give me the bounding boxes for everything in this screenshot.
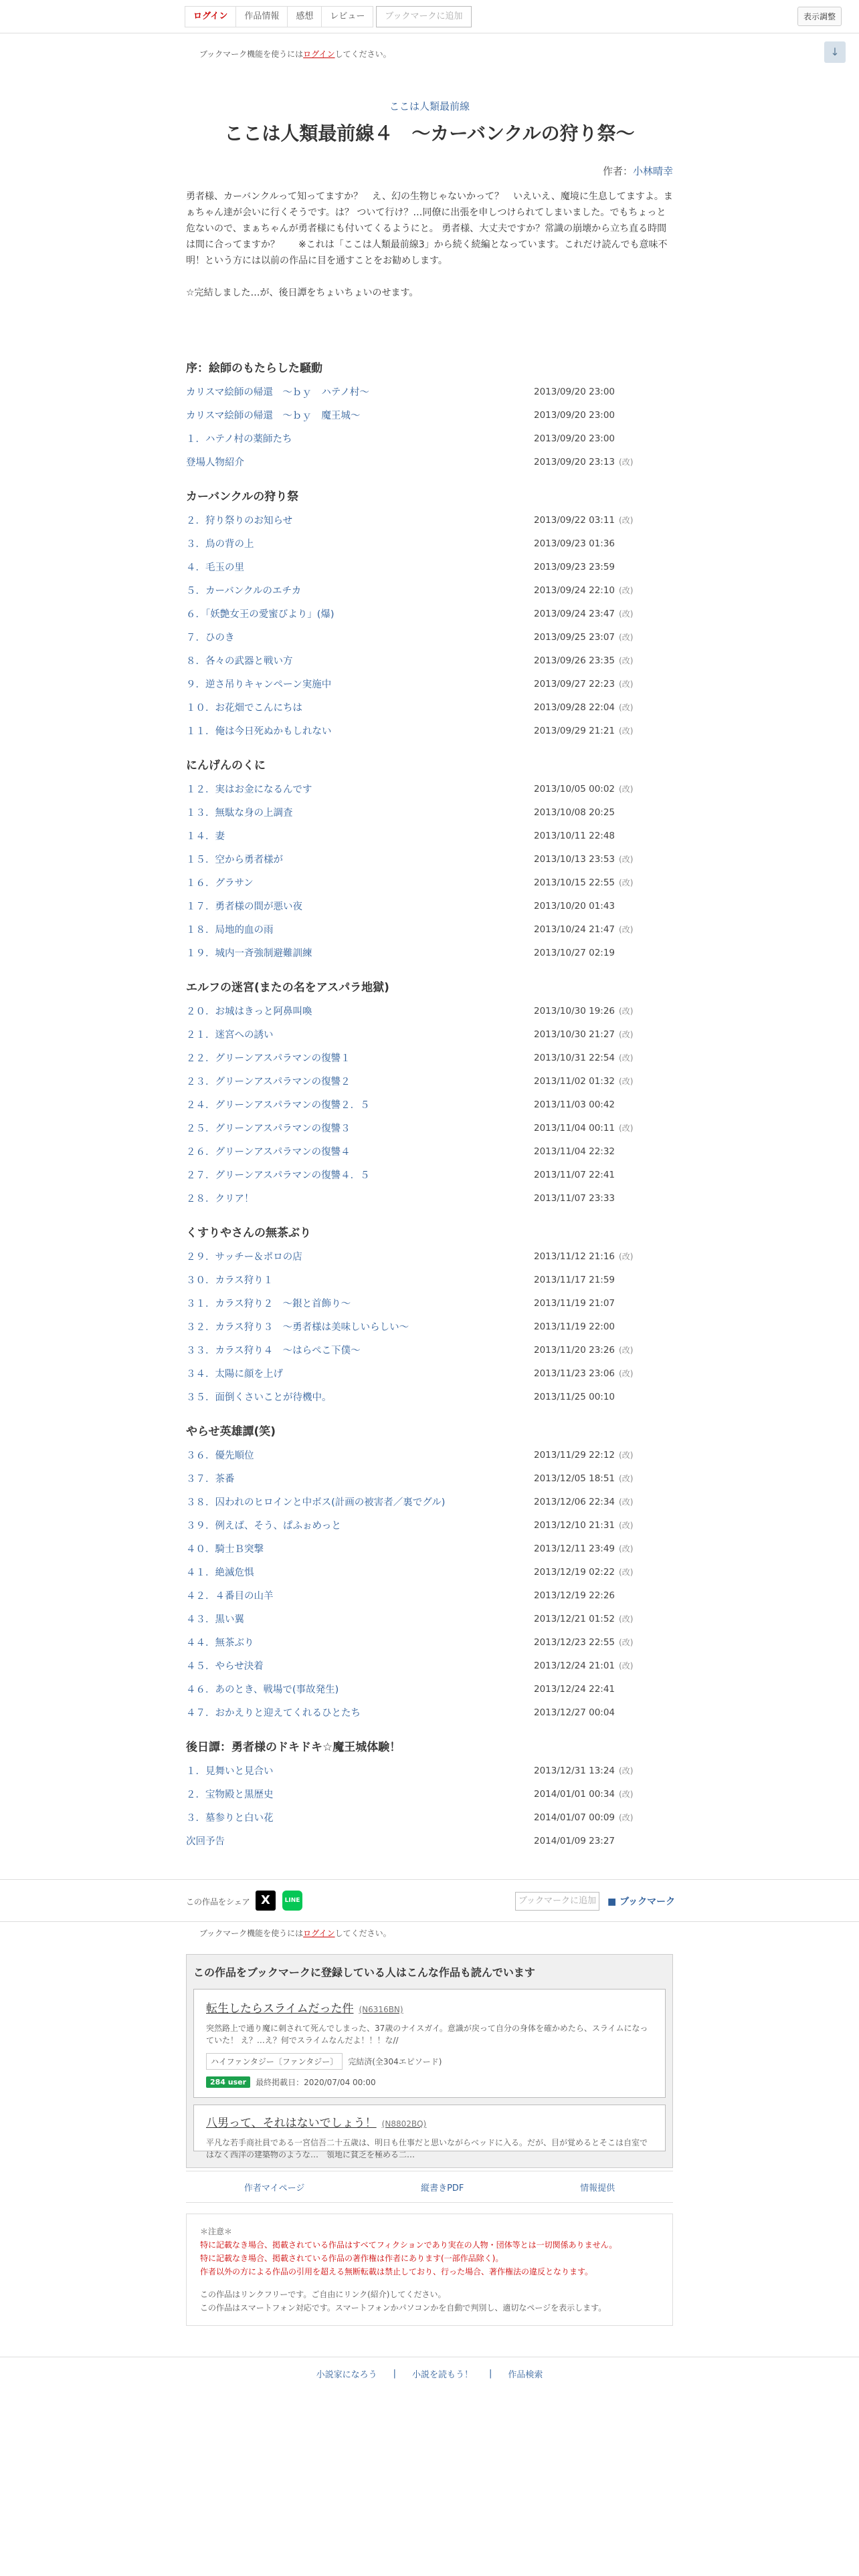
episode-date: 2013/10/27 02:19 [534, 947, 615, 958]
become-author-link[interactable]: 小説家になろう [316, 2370, 377, 2380]
chapter-title: 後日譚：勇者様のドキドキ☆魔王城体験！ [186, 1741, 401, 1754]
episode-row [186, 871, 673, 894]
episode-link[interactable]: ２６．グリーンアスパラマンの復讐４ [186, 1147, 351, 1158]
episode-link[interactable]: １．ハテノ村の薬師たち [186, 434, 292, 445]
episode-row [186, 1513, 673, 1537]
episode-link[interactable]: １６．グラサン [186, 878, 254, 889]
episode-date: 2013/11/03 00:42 [534, 1099, 615, 1110]
episode-date: 2013/10/31 22:54 [534, 1052, 615, 1063]
x-share-icon[interactable]: X [256, 1891, 276, 1911]
revised-badge[interactable]: (改) [619, 925, 634, 934]
reco-item [193, 1989, 666, 2098]
episode-date: 2013/10/30 21:27 [534, 1029, 615, 1040]
episode-link[interactable]: ２８．クリア！ [186, 1194, 254, 1204]
series-link[interactable]: ここは人類最前線 [389, 100, 470, 112]
episode-row [186, 719, 673, 742]
report-info-link[interactable]: 情報提供 [580, 2183, 615, 2193]
episode-link[interactable]: ９．逆さ吊りキャンペーン実施中 [186, 679, 332, 690]
episode-date: 2013/09/20 23:00 [534, 386, 615, 397]
episode-date: 2013/11/20 23:26 [534, 1344, 615, 1356]
episode-row [186, 1046, 673, 1069]
episode-link[interactable]: ３６．優先順位 [186, 1451, 254, 1461]
revised-badge[interactable]: (改) [619, 1497, 634, 1507]
reco-updated: 最終掲載日：2020/07/04 00:00 [256, 2078, 376, 2087]
episode-row [186, 1385, 673, 1408]
episode-date: 2013/09/23 01:36 [534, 538, 615, 549]
episode-date: 2013/09/20 23:13 [534, 456, 615, 467]
episode-link[interactable]: ４．毛玉の里 [186, 562, 244, 573]
table-of-contents [186, 357, 673, 1852]
reco-title-link[interactable]: 転生したらスライムだった件 (N6316BN) [206, 2002, 403, 2016]
episode-link[interactable]: １７．勇者様の間が悪い夜 [186, 901, 302, 912]
episode-row [186, 1443, 673, 1467]
episode-date: 2013/12/24 22:41 [534, 1683, 615, 1695]
episode-link[interactable]: ３７．茶番 [186, 1474, 235, 1485]
chapter-title: やらせ英雄譚(笑) [186, 1425, 276, 1438]
episode-date: 2013/11/19 22:00 [534, 1321, 615, 1332]
episode-date: 2013/09/20 23:00 [534, 409, 615, 421]
episode-link[interactable]: ２０．お城はきっと阿鼻叫喚 [186, 1006, 312, 1017]
episode-row [186, 427, 673, 450]
episode-row [186, 649, 673, 672]
episode-row [186, 1163, 673, 1186]
revised-badge[interactable]: (改) [619, 633, 634, 642]
episode-row [186, 1607, 673, 1630]
episode-date: 2013/12/19 22:26 [534, 1590, 615, 1601]
episode-link[interactable]: ２１．迷宮への誘い [186, 1030, 274, 1041]
episode-date: 2013/12/05 18:51 [534, 1473, 615, 1484]
episode-date: 2013/12/10 21:31 [534, 1519, 615, 1531]
revised-badge[interactable]: (改) [619, 1451, 634, 1460]
episode-link[interactable]: カリスマ絵師の帰還 ～ｂｙ ハテノ村～ [186, 387, 369, 398]
episode-link[interactable]: ３５．面倒くさいことが待機中。 [186, 1392, 332, 1403]
episode-row [186, 777, 673, 800]
episode-row [186, 800, 673, 824]
reco-title-link[interactable]: 八男って、それはないでしょう！ (N8802BQ) [206, 2117, 427, 2130]
chapter-title: くすりやさんの無茶ぶり [186, 1226, 311, 1240]
scroll-down-button[interactable] [824, 41, 846, 63]
episode-link[interactable]: ３０．カラス狩り１ [186, 1275, 274, 1286]
revised-badge[interactable]: (改) [619, 679, 634, 689]
episode-row [186, 578, 673, 602]
episode-link[interactable]: ４３．黒い翼 [186, 1614, 244, 1625]
episode-date: 2014/01/01 00:34 [534, 1788, 615, 1800]
episode-row [186, 1829, 673, 1852]
episode-row [186, 999, 673, 1023]
episode-row [186, 1806, 673, 1829]
episode-row [186, 532, 673, 555]
author-mypage-link[interactable]: 作者マイページ [244, 2183, 305, 2193]
episode-row [186, 450, 673, 473]
bottom-bar: 小説家になろう | 小説を読もう！ | 作品検索 [0, 2357, 859, 2390]
episode-link[interactable]: ２２．グリーンアスパラマンの復讐１ [186, 1053, 351, 1064]
revised-badge[interactable]: (改) [619, 1006, 634, 1016]
episode-row [186, 1654, 673, 1677]
episode-row [186, 1315, 673, 1338]
episode-link[interactable]: ４０．騎士Ｂ突撃 [186, 1544, 264, 1555]
episode-row [186, 695, 673, 719]
episode-date: 2013/11/17 21:59 [534, 1274, 615, 1285]
episode-row [186, 1701, 673, 1724]
episode-date: 2013/12/24 21:01 [534, 1660, 615, 1671]
revised-badge[interactable]: (改) [619, 878, 634, 887]
revised-badge[interactable]: (改) [619, 703, 634, 712]
line-share-icon[interactable]: LINE [282, 1891, 302, 1911]
episode-date: 2013/12/19 02:22 [534, 1566, 615, 1578]
reco-meta-2 [206, 2076, 653, 2088]
episode-row [186, 1338, 673, 1362]
episode-link[interactable]: １２．実はお金になるんです [186, 784, 312, 795]
episode-date: 2013/11/23 23:06 [534, 1368, 615, 1379]
episode-row [186, 1467, 673, 1490]
episode-link[interactable]: ４７．おかえりと迎えてくれるひとたち [186, 1708, 361, 1719]
reco-genre: ハイファンタジー〔ファンタジー〕 [206, 2053, 343, 2070]
login-link-bottom[interactable]: ログイン [303, 1929, 335, 1938]
episode-date: 2013/11/19 21:07 [534, 1297, 615, 1309]
search-link[interactable]: 作品検索 [508, 2370, 543, 2380]
episode-row [186, 1069, 673, 1093]
episode-date: 2013/09/25 23:07 [534, 631, 615, 643]
revised-badge[interactable]: (改) [619, 1123, 634, 1133]
episode-link[interactable]: １３．無駄な身の上調査 [186, 808, 293, 819]
episode-date: 2013/12/23 22:55 [534, 1636, 615, 1648]
revised-badge[interactable]: (改) [619, 784, 634, 794]
episode-link[interactable]: ３４．太陽に顔を上げ [186, 1369, 283, 1380]
episode-link[interactable]: ２７．グリーンアスパラマンの復讐４．５ [186, 1170, 370, 1181]
reco-summary: 突然路上で通り魔に刺されて死んでしまった、37歳のナイスガイ。意識が戻って自分の身体を確かめたら、スライムになっていた！ え？…え？何でスライムなんだよ！！！な// [206, 2024, 648, 2045]
episode-row [186, 847, 673, 871]
share-label: この作品をシェア [186, 1897, 250, 1907]
review-button[interactable]: レビュー [322, 6, 373, 27]
notice-box: ＊注意＊ 特に記載なき場合、掲載されている作品はすべてフィクションであり実在の人物・団体等とは一切関係ありません。 特に記載なき場合、掲載されている作品の著作権は作者にあります(一部作品除く)。 作者以外の方による作品の引用を超える無断転載は禁止しており、行った場合、著作権法の違反となります。 この作品はリンクフリーです。ご自由にリンク(紹介)してください。 この作品はスマートフォン対応です。スマートフォンかパソコンかを自動で判別し、適切なページを表示します。 [186, 2214, 673, 2326]
episode-date: 2013/11/29 22:12 [534, 1449, 615, 1461]
episode-link[interactable]: ４２．４番目の山羊 [186, 1591, 274, 1602]
revised-badge[interactable]: (改) [619, 1661, 634, 1671]
episode-link[interactable]: ４５．やらせ決着 [186, 1661, 264, 1672]
episode-date: 2013/12/06 22:34 [534, 1496, 615, 1507]
revised-badge[interactable]: (改) [619, 586, 634, 595]
chapter-title: カーバンクルの狩り祭 [186, 490, 299, 504]
display-settings-button[interactable]: 表示調整 [797, 7, 842, 26]
revised-badge[interactable]: (改) [619, 1053, 634, 1063]
episode-date: 2013/09/24 23:47 [534, 608, 615, 619]
episode-row [186, 625, 673, 649]
bookmark-add-button[interactable]: ブックマークに追加 [376, 6, 471, 27]
episode-row [186, 403, 673, 427]
login-button[interactable]: ログイン [185, 6, 236, 27]
revised-badge[interactable]: (改) [619, 1346, 634, 1355]
episode-row [186, 1140, 673, 1163]
episode-row [186, 1116, 673, 1140]
episode-link[interactable]: ２４．グリーンアスパラマンの復讐２．５ [186, 1100, 370, 1111]
episode-date: 2013/11/25 00:10 [534, 1391, 615, 1402]
episode-link[interactable]: ６．「妖艶女王の愛蜜びより」(爆) [186, 609, 335, 620]
episode-date: 2013/11/02 01:32 [534, 1075, 615, 1087]
episode-row [186, 1291, 673, 1315]
revised-badge[interactable]: (改) [619, 855, 634, 864]
bookmark-add-button-bottom[interactable]: ブックマークに追加 [515, 1892, 599, 1911]
episode-date: 2013/10/08 20:25 [534, 807, 615, 818]
bookmark-icon: ■ [607, 1897, 617, 1907]
episode-link[interactable]: １１．俺は今日死ぬかもしれない [186, 726, 332, 737]
episode-link[interactable]: ３．鳥の背の上 [186, 539, 254, 550]
episode-date: 2013/11/07 22:41 [534, 1169, 615, 1180]
episode-link[interactable]: 登場人物紹介 [186, 457, 244, 468]
episode-row [186, 1782, 673, 1806]
chapter-title: エルフの迷宮(またの名をアスパラ地獄) [186, 981, 389, 994]
episode-link[interactable]: ３３．カラス狩り４ ～はらぺこ下僕～ [186, 1346, 361, 1356]
episode-row [186, 1759, 673, 1782]
episode-link[interactable]: ２．狩り祭りのお知らせ [186, 516, 293, 526]
episode-row [186, 1537, 673, 1560]
bookmark-login-note-bottom: ブックマーク機能を使うにはログインしてください。 [199, 1929, 391, 1938]
work-links [186, 2171, 673, 2203]
episode-date: 2013/10/24 21:47 [534, 924, 615, 935]
episode-row [186, 1630, 673, 1654]
vertical-pdf-link[interactable]: 縦書きPDF [421, 2183, 464, 2193]
episode-date: 2013/09/26 23:35 [534, 655, 615, 666]
revised-badge[interactable]: (改) [619, 1030, 634, 1039]
episode-date: 2013/11/04 00:11 [534, 1122, 615, 1134]
episode-date: 2013/11/07 23:33 [534, 1192, 615, 1204]
episode-date: 2013/09/28 22:04 [534, 702, 615, 713]
episode-link[interactable]: １９．城内一斉強制避難訓練 [186, 948, 312, 959]
episode-row [186, 1560, 673, 1584]
episode-date: 2013/10/20 01:43 [534, 900, 615, 911]
episode-date: 2013/11/04 22:32 [534, 1146, 615, 1157]
episode-date: 2013/10/13 23:53 [534, 853, 615, 865]
episode-date: 2013/10/05 00:02 [534, 783, 615, 794]
episode-date: 2014/01/09 23:27 [534, 1835, 615, 1846]
episode-date: 2013/10/11 22:48 [534, 830, 615, 841]
reco-item [193, 2105, 666, 2159]
episode-row [186, 1584, 673, 1607]
episode-date: 2013/09/23 23:59 [534, 561, 615, 572]
revised-badge[interactable]: (改) [619, 1766, 634, 1776]
revised-badge[interactable]: (改) [619, 1521, 634, 1530]
episode-link[interactable]: ７．ひのき [186, 633, 235, 643]
share-bar [0, 1879, 859, 1922]
revised-badge[interactable]: (改) [619, 1474, 634, 1483]
episode-row [186, 941, 673, 964]
episode-date: 2013/12/21 01:52 [534, 1613, 615, 1624]
episode-link[interactable]: ２３．グリーンアスパラマンの復讐２ [186, 1077, 351, 1087]
episode-link[interactable]: ４４．無茶ぶり [186, 1638, 254, 1648]
episode-link[interactable]: １．見舞いと見合い [186, 1766, 274, 1777]
episode-link[interactable]: ３１．カラス狩り２ ～銀と首飾り～ [186, 1299, 351, 1309]
episode-row [186, 1186, 673, 1210]
revised-badge[interactable]: (改) [619, 457, 634, 467]
read-novels-link[interactable]: 小説を読もう！ [411, 2370, 473, 2380]
episode-row [186, 555, 673, 578]
revised-badge[interactable]: (改) [619, 1790, 634, 1799]
episode-row [186, 1268, 673, 1291]
top-nav [185, 6, 472, 27]
revised-badge[interactable]: (改) [619, 726, 634, 736]
reco-users-badge: 284 user [206, 2076, 250, 2088]
episode-row [186, 672, 673, 695]
episode-row [186, 1093, 673, 1116]
page-title: ここは人類最前線４ ～カーバンクルの狩り祭～ [224, 122, 635, 144]
reco-status: 完結済(全304エピソード) [348, 2057, 442, 2066]
episode-link[interactable]: ３２．カラス狩り３ ～勇者様は美味しいらしい～ [186, 1322, 409, 1333]
episode-link[interactable]: ２９．サッチー＆ポロの店 [186, 1252, 302, 1263]
episode-link[interactable]: １４．妻 [186, 831, 225, 842]
author-link[interactable]: 小林晴幸 [632, 165, 673, 177]
episode-link[interactable]: ２５．グリーンアスパラマンの復讐３ [186, 1123, 351, 1134]
episode-date: 2013/12/27 00:04 [534, 1707, 615, 1718]
reco-summary: 平凡な若手商社員である一宮信吾二十五歳は、明日も仕事だと思いながらベッドに入る。だが、目が覚めるとそこは自室ではなく西洋の建築物のような… 領地に貧乏を極める二… [206, 2138, 648, 2159]
episode-link[interactable]: ３．墓参りと白い花 [186, 1813, 274, 1824]
revised-badge[interactable]: (改) [619, 1813, 634, 1822]
revised-badge[interactable]: (改) [619, 1568, 634, 1577]
revised-badge[interactable]: (改) [619, 1614, 634, 1624]
episode-link[interactable]: １０．お花畑でこんにちは [186, 703, 302, 714]
episode-link[interactable]: ３９．例えば、そう、ぱふぉめっと [186, 1521, 341, 1531]
episode-date: 2013/09/24 22:10 [534, 584, 615, 596]
episode-row [186, 380, 673, 403]
episode-link[interactable]: 次回予告 [186, 1836, 225, 1847]
revised-badge[interactable]: (改) [619, 609, 634, 619]
revised-badge[interactable]: (改) [619, 1252, 634, 1261]
episode-date: 2013/10/15 22:55 [534, 877, 615, 888]
episode-row [186, 824, 673, 847]
chapter-title: にんげんのくに [186, 759, 266, 772]
episode-date: 2013/09/22 03:11 [534, 514, 615, 526]
login-link[interactable]: ログイン [303, 49, 335, 59]
work-info-button[interactable]: 作品情報 [236, 6, 288, 27]
recommendations [186, 1954, 673, 2168]
revised-badge[interactable]: (改) [619, 1638, 634, 1647]
revised-badge[interactable]: (改) [619, 1544, 634, 1553]
episode-link[interactable]: ２．宝物殿と黒歴史 [186, 1790, 274, 1800]
author-line: 作者：小林晴幸 [602, 165, 673, 177]
episode-link[interactable]: ４１．絶滅危惧 [186, 1568, 254, 1578]
revised-badge[interactable]: (改) [619, 1369, 634, 1378]
bookmark-login-note: ブックマーク機能を使うにはログインしてください。 [199, 49, 391, 59]
impression-button[interactable]: 感想 [288, 6, 322, 27]
episode-date: 2013/09/20 23:00 [534, 433, 615, 444]
episode-link[interactable]: カリスマ絵師の帰還 ～ｂｙ 魔王城～ [186, 411, 361, 421]
episode-link[interactable]: １８．局地的血の雨 [186, 925, 274, 936]
episode-row [186, 894, 673, 918]
episode-date: 2013/10/30 19:26 [534, 1005, 615, 1016]
recommendations-heading: この作品をブックマークに登録している人はこんな作品も読んでいます [193, 1966, 535, 1979]
reco-meta [206, 2053, 653, 2070]
episode-row [186, 602, 673, 625]
episode-date: 2013/12/11 23:49 [534, 1543, 615, 1554]
episode-row [186, 1490, 673, 1513]
top-bar [0, 0, 859, 33]
episode-link[interactable]: ３８．囚われのヒロインと中ボス(計画の被害者／裏でグル) [186, 1497, 446, 1508]
episode-date: 2014/01/07 00:09 [534, 1812, 615, 1823]
episode-link[interactable]: ５．カーバンクルのエチカ [186, 586, 302, 597]
revised-badge[interactable]: (改) [619, 656, 634, 665]
episode-date: 2013/09/27 22:23 [534, 678, 615, 689]
episode-date: 2013/12/31 13:24 [534, 1765, 615, 1776]
synopsis: 勇者様、カーバンクルって知ってますか？ え、幻の生物じゃないかって？ いえいえ、魔境に生息してますよ。まぁちゃん達が会いに行くそうです。は？ ついて行け？…同僚に出張を申しつけられてしまいました。でもちょっと危ないので、まぁちゃんが勇者様にも付いてくるようにと。 勇者様、大丈夫ですか？常識の崩壊から立ち直る時間は間に合ってますか？ ※これは「ここは人類最前線3」から続く続編となっています。これだけ読んでも意味不明！という方には以前の作品に目を通すことをお勧めします。 ☆完結しました…が、後日譚をちょいちょいのせます。 [186, 191, 673, 298]
episode-row [186, 508, 673, 532]
revised-badge[interactable]: (改) [619, 516, 634, 525]
episode-date: 2013/11/12 21:16 [534, 1251, 615, 1262]
episode-row [186, 1245, 673, 1268]
arrow-down-icon: ↓ [830, 45, 840, 58]
episode-link[interactable]: １５．空から勇者様が [186, 855, 283, 865]
chapter-title: 序：絵師のもたらした騒動 [186, 362, 322, 375]
episode-link[interactable]: ４６．あのとき、戦場で(事故発生) [186, 1685, 339, 1695]
bookmark-link[interactable]: ■ ブックマーク [607, 1897, 676, 1907]
episode-row [186, 918, 673, 941]
episode-row [186, 1023, 673, 1046]
episode-date: 2013/09/29 21:21 [534, 725, 615, 736]
episode-row [186, 1362, 673, 1385]
revised-badge[interactable]: (改) [619, 1077, 634, 1086]
episode-link[interactable]: ８．各々の武器と戦い方 [186, 656, 293, 667]
episode-row [186, 1677, 673, 1701]
